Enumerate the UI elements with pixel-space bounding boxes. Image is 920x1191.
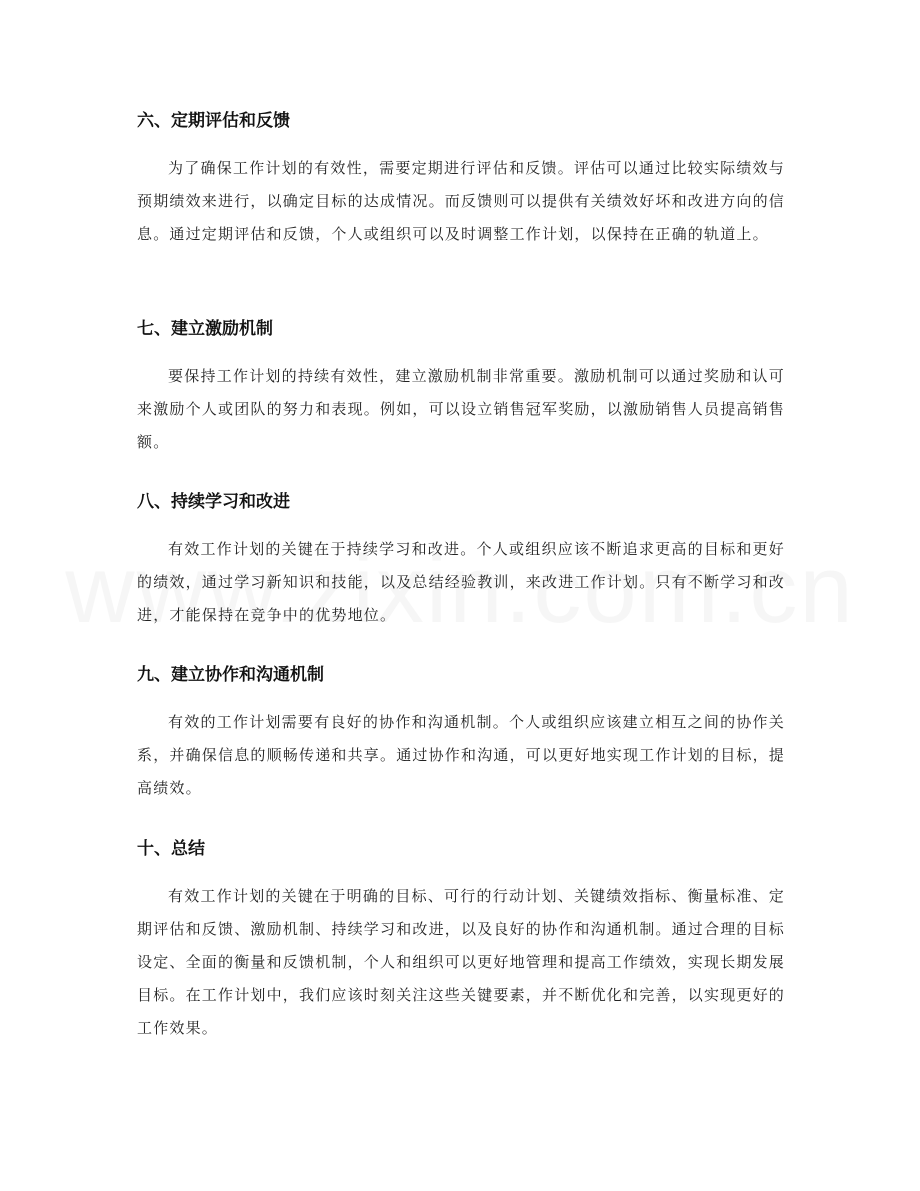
section-paragraph: 有效工作计划的关键在于明确的目标、可行的行动计划、关键绩效指标、衡量标准、定期评估和反馈、激励机制、持续学习和改进，以及良好的协作和沟通机制。通过合理的目标设定、全面的衡量和反馈机制，个人和组织可以更好地管理和提高工作绩效，实现长期发展目标。在工作计划中，我们应该时刻关注这些关键要素，并不断优化和完善，以实现更好的工作效果。 bbox=[137, 887, 786, 1037]
section-paragraph: 有效工作计划的关键在于持续学习和改进。个人或组织应该不断追求更高的目标和更好的绩效，通过学习新知识和技能，以及总结经验教训，来改进工作计划。只有不断学习和改进，才能保持在竞争中的优势地位。 bbox=[137, 540, 786, 624]
section-9 bbox=[137, 663, 785, 805]
section-paragraph: 要保持工作计划的持续有效性，建立激励机制非常重要。激励机制可以通过奖励和认可来激励个人或团队的努力和表现。例如，可以设立销售冠军奖励，以激励销售人员提高销售额。 bbox=[137, 367, 786, 451]
section-paragraph: 为了确保工作计划的有效性，需要定期进行评估和反馈。评估可以通过比较实际绩效与预期绩效来进行，以确定目标的达成情况。而反馈则可以提供有关绩效好坏和改进方向的信息。通过定期评估和反馈，个人或组织可以及时调整工作计划，以保持在正确的轨道上。 bbox=[137, 159, 786, 243]
section-10 bbox=[137, 837, 785, 1045]
section-heading: 十、总结 bbox=[137, 839, 205, 859]
section-8 bbox=[137, 490, 785, 632]
section-6 bbox=[137, 109, 785, 251]
section-paragraph: 有效的工作计划需要有良好的协作和沟通机制。个人或组织应该建立相互之间的协作关系，并确保信息的顺畅传递和共享。通过协作和沟通，可以更好地实现工作计划的目标，提高绩效。 bbox=[137, 713, 786, 797]
section-heading: 七、建立激励机制 bbox=[137, 319, 273, 339]
section-heading: 六、定期评估和反馈 bbox=[137, 111, 290, 131]
section-heading: 九、建立协作和沟通机制 bbox=[137, 665, 324, 685]
section-heading: 八、持续学习和改进 bbox=[137, 492, 290, 512]
section-7 bbox=[137, 317, 785, 459]
